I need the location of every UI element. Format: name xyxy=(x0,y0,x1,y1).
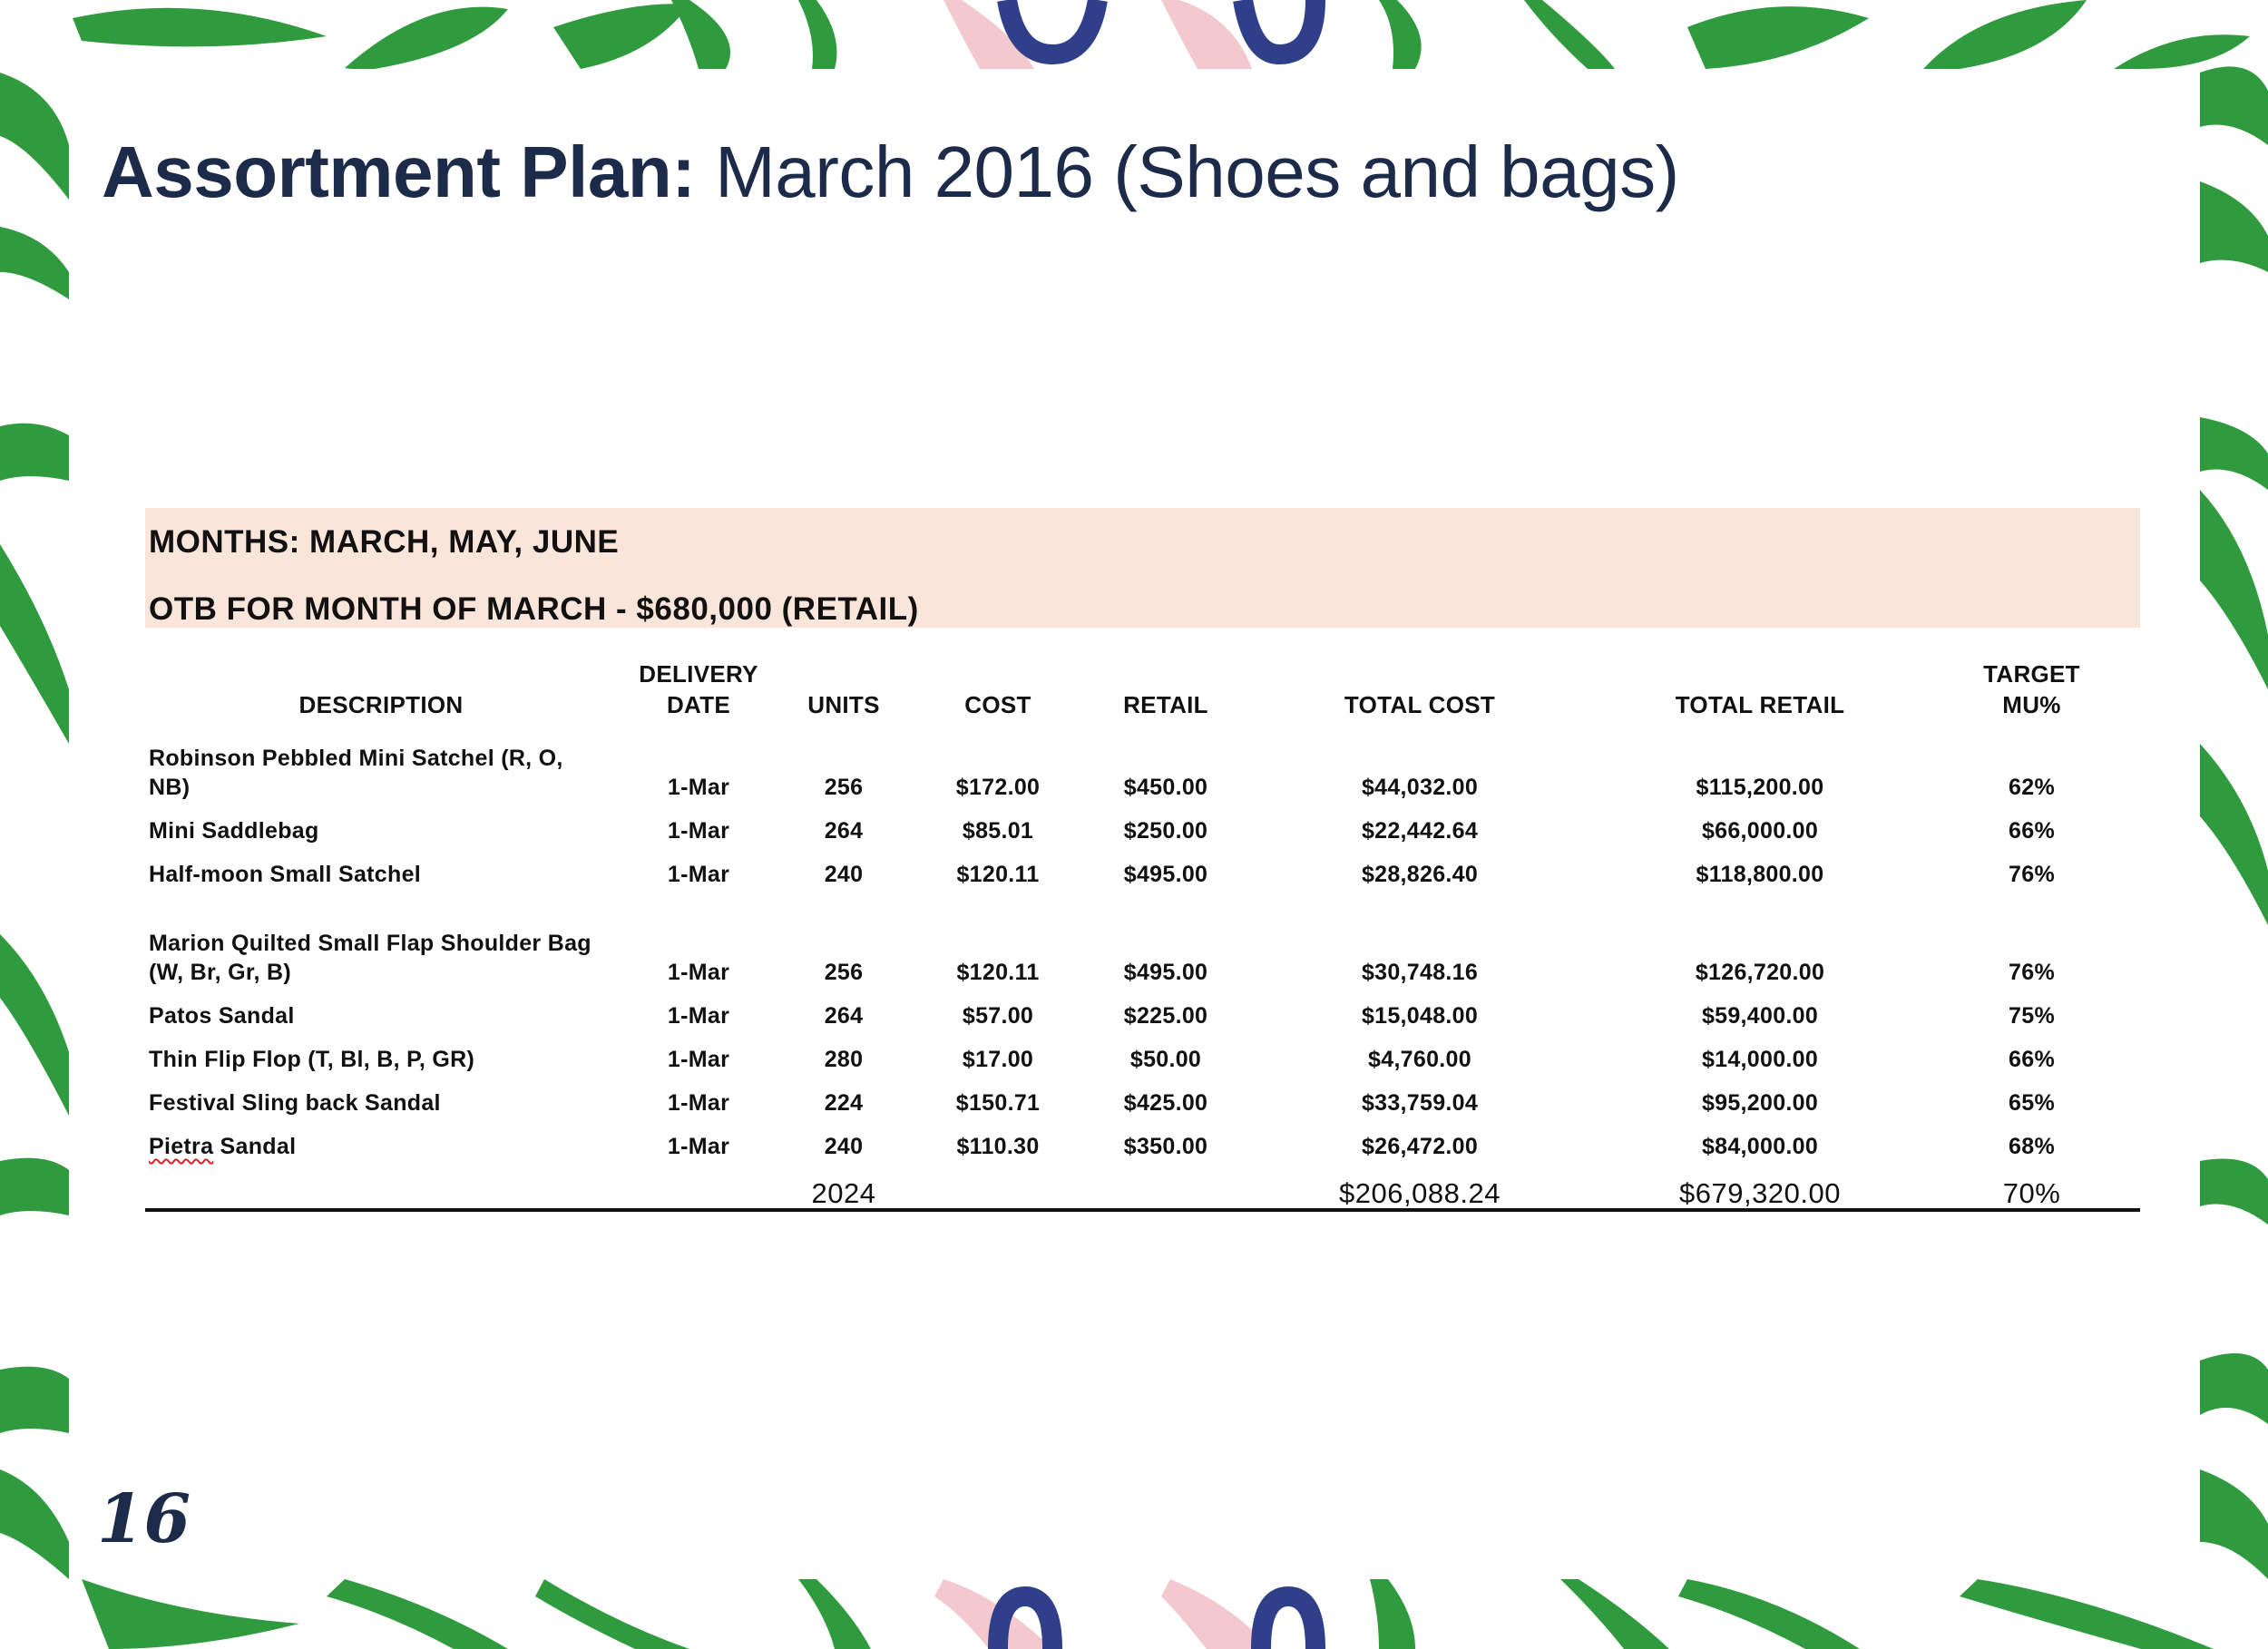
row-delivery-date: 1-Mar xyxy=(667,1090,730,1116)
slide-title xyxy=(102,131,1679,214)
row-delivery-date: 1-Mar xyxy=(667,775,730,800)
totals-row xyxy=(145,1168,2140,1210)
page-number: 16 xyxy=(97,1480,191,1558)
row-units: 256 xyxy=(824,960,864,985)
row-cost: $110.30 xyxy=(956,1134,1040,1159)
row-total-cost: $44,032.00 xyxy=(1361,775,1479,800)
row-total-retail: $59,400.00 xyxy=(1701,1003,1819,1029)
row-retail: $495.00 xyxy=(1123,960,1208,985)
row-target-mu: 76% xyxy=(2009,862,2055,887)
row-total-cost: $30,748.16 xyxy=(1361,960,1479,985)
totals-units: 2024 xyxy=(780,1168,907,1210)
totals-empty-cell xyxy=(907,1168,1089,1210)
table-row xyxy=(145,853,2140,896)
table-header-row xyxy=(145,659,2140,731)
row-description: Mini Saddlebag xyxy=(149,818,319,844)
totals-empty-cell xyxy=(1089,1168,1243,1210)
row-target-mu: 76% xyxy=(2009,960,2055,985)
row-cost: $172.00 xyxy=(955,775,1041,800)
row-total-retail: $126,720.00 xyxy=(1695,960,1825,985)
row-target-mu: 66% xyxy=(2009,1047,2055,1072)
col-header-target-mu: TARGET MU% xyxy=(1983,660,2080,718)
col-header-total-cost: TOTAL COST xyxy=(1344,691,1496,718)
row-delivery-date: 1-Mar xyxy=(667,1047,730,1072)
otb-summary-band xyxy=(145,508,2140,628)
table-row xyxy=(145,1125,2140,1168)
row-total-cost: $15,048.00 xyxy=(1361,1003,1479,1029)
row-retail: $250.00 xyxy=(1123,818,1208,844)
row-retail: $350.00 xyxy=(1123,1134,1208,1159)
row-description: Marion Quilted Small Flap Shoulder Bag (W, Br, Gr, B) xyxy=(149,931,591,985)
row-cost: $120.11 xyxy=(956,960,1040,985)
slide-canvas xyxy=(69,69,2200,1579)
row-cost: $150.71 xyxy=(955,1090,1041,1116)
otb-line: OTB FOR MONTH OF MARCH - $680,000 (RETAIL) xyxy=(149,591,919,627)
row-delivery-date: 1-Mar xyxy=(667,862,730,887)
table-row xyxy=(145,1081,2140,1125)
row-total-retail: $95,200.00 xyxy=(1701,1090,1819,1116)
col-header-total-retail: TOTAL RETAIL xyxy=(1675,691,1845,718)
row-delivery-date: 1-Mar xyxy=(667,960,730,985)
table-row xyxy=(145,994,2140,1038)
spellcheck-underlined-word: Pietra xyxy=(149,1134,214,1159)
row-target-mu: 68% xyxy=(2009,1134,2055,1159)
row-units: 264 xyxy=(824,1003,864,1029)
table-row xyxy=(145,731,2140,809)
row-total-retail: $66,000.00 xyxy=(1701,818,1819,844)
row-description: Festival Sling back Sandal xyxy=(149,1090,441,1116)
row-total-retail: $118,800.00 xyxy=(1696,862,1824,887)
totals-total-retail: $679,320.00 xyxy=(1597,1168,1923,1210)
row-target-mu: 66% xyxy=(2009,818,2055,844)
row-total-retail: $14,000.00 xyxy=(1701,1047,1819,1072)
col-header-retail: RETAIL xyxy=(1123,691,1208,718)
months-line: MONTHS: MARCH, MAY, JUNE xyxy=(149,524,620,560)
table-row xyxy=(145,896,2140,994)
col-header-cost: COST xyxy=(964,691,1031,718)
row-description: Patos Sandal xyxy=(149,1003,295,1029)
row-total-cost: $22,442.64 xyxy=(1361,818,1479,844)
row-units: 264 xyxy=(824,818,864,844)
row-delivery-date: 1-Mar xyxy=(667,818,730,844)
row-retail: $425.00 xyxy=(1123,1090,1208,1116)
totals-target-mu: 70% xyxy=(1923,1168,2140,1210)
row-cost: $17.00 xyxy=(962,1047,1034,1072)
col-header-units: UNITS xyxy=(807,691,880,718)
row-total-cost: $26,472.00 xyxy=(1361,1134,1479,1159)
table-row xyxy=(145,809,2140,853)
row-retail: $225.00 xyxy=(1123,1003,1208,1029)
row-target-mu: 62% xyxy=(2009,775,2055,800)
row-target-mu: 75% xyxy=(2009,1003,2055,1029)
assortment-table xyxy=(145,659,2140,1212)
totals-total-cost: $206,088.24 xyxy=(1243,1168,1597,1210)
row-target-mu: 65% xyxy=(2009,1090,2055,1116)
row-delivery-date: 1-Mar xyxy=(667,1134,730,1159)
row-description: Half-moon Small Satchel xyxy=(149,862,422,887)
table-row xyxy=(145,1038,2140,1081)
col-header-description: DESCRIPTION xyxy=(298,691,464,718)
slide-title-bold: Assortment Plan: xyxy=(102,132,696,212)
row-total-cost: $28,826.40 xyxy=(1361,862,1479,887)
row-cost: $120.11 xyxy=(956,862,1040,887)
row-cost: $85.01 xyxy=(962,818,1034,844)
row-units: 280 xyxy=(824,1047,864,1072)
row-units: 240 xyxy=(824,1134,864,1159)
row-total-retail: $84,000.00 xyxy=(1701,1134,1819,1159)
row-retail: $50.00 xyxy=(1129,1047,1202,1072)
totals-empty-cell xyxy=(617,1168,780,1210)
row-description: Pietra Sandal xyxy=(149,1134,297,1159)
row-units: 240 xyxy=(824,862,864,887)
row-total-cost: $4,760.00 xyxy=(1368,1047,1471,1072)
slide-title-rest: March 2016 (Shoes and bags) xyxy=(695,132,1679,212)
row-total-cost: $33,759.04 xyxy=(1361,1090,1479,1116)
row-delivery-date: 1-Mar xyxy=(667,1003,730,1029)
row-total-retail: $115,200.00 xyxy=(1696,775,1824,800)
row-description: Thin Flip Flop (T, Bl, B, P, GR) xyxy=(149,1047,475,1072)
row-units: 256 xyxy=(824,775,864,800)
row-retail: $450.00 xyxy=(1123,775,1208,800)
col-header-delivery-date: DELIVERY DATE xyxy=(639,660,758,718)
row-cost: $57.00 xyxy=(962,1003,1034,1029)
totals-empty-cell xyxy=(145,1168,617,1210)
row-description: Robinson Pebbled Mini Satchel (R, O, NB) xyxy=(149,746,563,800)
row-retail: $495.00 xyxy=(1123,862,1208,887)
row-units: 224 xyxy=(824,1090,864,1116)
